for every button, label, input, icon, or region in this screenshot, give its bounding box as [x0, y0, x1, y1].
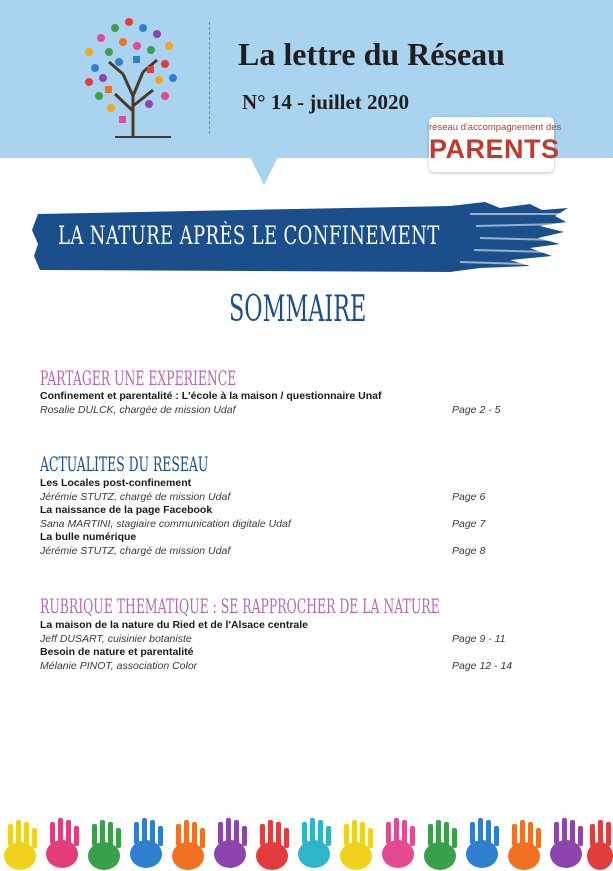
speech-bubble-tail: [250, 157, 278, 185]
entry-author: Rosalie DULCK, chargée de mission Udaf: [40, 404, 236, 416]
entry-title: Les Locales post-confinement: [40, 477, 192, 489]
entry-page: Page 6: [452, 491, 486, 503]
entry-page: Page 12 - 14: [452, 660, 513, 672]
entry-page: Page 2 - 5: [452, 404, 501, 416]
logo-tagline: réseau d'accompagnement des: [429, 122, 562, 133]
logo-name: PARENTS: [429, 134, 560, 164]
entry-title: Besoin de nature et parentalité: [40, 646, 194, 658]
entry-author: Sana MARTINI, stagiaire communication digitale Udaf: [40, 518, 291, 530]
section-title: RUBRIQUE THEMATIQUE : SE RAPPROCHER DE LA NATURE: [40, 594, 440, 618]
banner-title: LA NATURE APRÈS LE CONFINEMENT: [58, 221, 440, 250]
entry-title: Confinement et parentalité : L'école à la maison / questionnaire Unaf: [40, 390, 382, 402]
issue-number: N° 14 - juillet 2020: [242, 90, 410, 114]
entry-title: La bulle numérique: [40, 531, 137, 543]
entry-author: Jérémie STUTZ, chargé de mission Udaf: [40, 491, 231, 503]
entry-page: Page 7: [452, 518, 486, 530]
entry-page: Page 8: [452, 545, 486, 557]
header-divider: [209, 22, 210, 134]
entry-title: La naissance de la page Facebook: [40, 504, 213, 516]
entry-author: Jeff DUSART, cuisinier botaniste: [40, 633, 192, 645]
handprint-icon: [4, 820, 37, 870]
entry-title: La maison de la nature du Ried et de l'Alsace centrale: [40, 619, 309, 631]
handprints-footer-image: [0, 818, 613, 871]
entry-author: Mélanie PINOT, association Color: [40, 660, 198, 672]
entry-page: Page 9 - 11: [452, 633, 506, 645]
tree-logo-icon: [75, 16, 185, 140]
entry-author: Jérémie STUTZ, chargé de mission Udaf: [40, 545, 231, 557]
newsletter-title: La lettre du Réseau: [238, 36, 505, 72]
section-title: ACTUALITES DU RESEAU: [40, 452, 209, 476]
section-title: PARTAGER UNE EXPERIENCE: [40, 366, 237, 390]
table-of-contents-heading: SOMMAIRE: [229, 289, 367, 330]
parents-network-logo: [429, 117, 562, 172]
